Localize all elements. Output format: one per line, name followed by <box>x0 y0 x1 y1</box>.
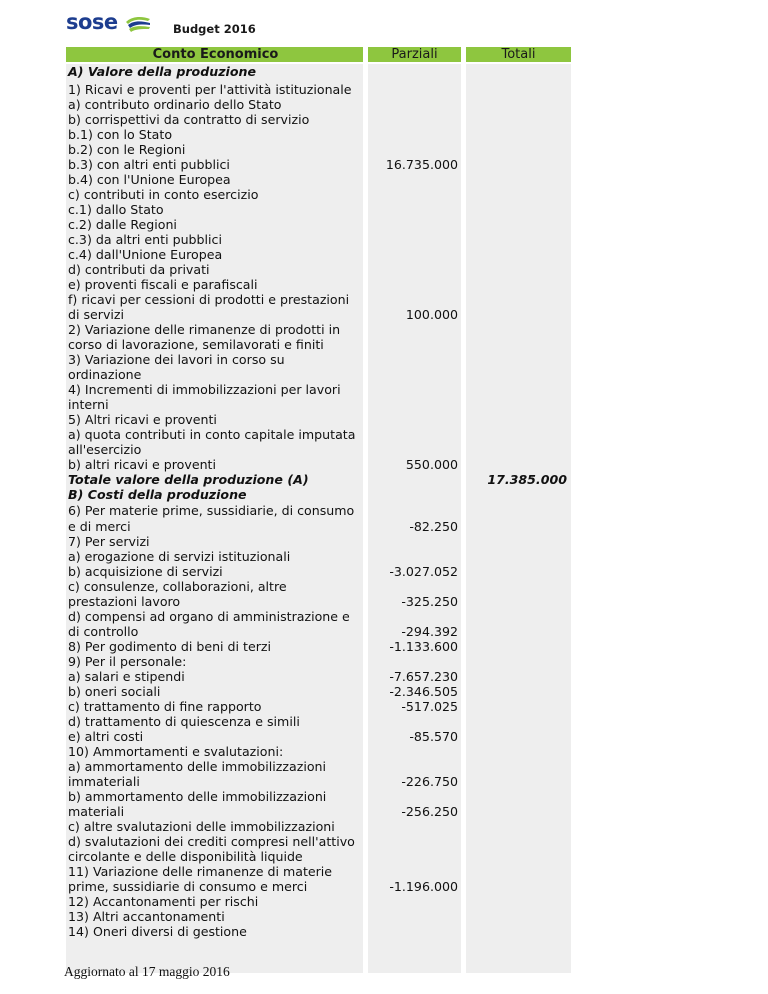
table-row-label: prime, sussidiarie di consumo e merci <box>68 879 308 894</box>
table-row-label: 10) Ammortamenti e svalutazioni: <box>68 744 284 759</box>
table-row-label: e) proventi fiscali e parafiscali <box>68 277 258 292</box>
table-row-label: d) trattamento di quiescenza e simili <box>68 714 300 729</box>
partial-value: -2.346.505 <box>389 684 458 699</box>
table-row-label: b.4) con l'Unione Europea <box>68 172 231 187</box>
partial-value: -256.250 <box>401 804 458 819</box>
header-totali: Totali <box>466 47 571 62</box>
table-row-label: b.2) con le Regioni <box>68 142 186 157</box>
table-row-label: 7) Per servizi <box>68 534 150 549</box>
table-row-label: B) Costi della produzione <box>68 487 247 502</box>
table-row-label: di controllo <box>68 624 139 639</box>
table-row-label: e) altri costi <box>68 729 144 744</box>
table-row-label: 8) Per godimento di beni di terzi <box>68 639 272 654</box>
header-parziali: Parziali <box>368 47 461 62</box>
partial-value: -517.025 <box>401 699 458 714</box>
table-row-label: 5) Altri ricavi e proventi <box>68 412 217 427</box>
table-row-label: b) acquisizione di servizi <box>68 564 223 579</box>
table-row-label: c) contributi in conto esercizio <box>68 187 259 202</box>
table-row-label: b) corrispettivi da contratto di servizio <box>68 112 310 127</box>
document-title: Budget 2016 <box>173 22 256 36</box>
table-row-label: a) erogazione di servizi istituzionali <box>68 549 291 564</box>
table-row-label: 13) Altri accantonamenti <box>68 909 225 924</box>
table-row-label: di servizi <box>68 307 125 322</box>
table-row-label: d) svalutazioni dei crediti compresi nell'attivo <box>68 834 355 849</box>
table-row-label: a) ammortamento delle immobilizzazioni <box>68 759 327 774</box>
partial-value: 550.000 <box>405 457 458 472</box>
table-row-label: c) trattamento di fine rapporto <box>68 699 262 714</box>
table-row-label: prestazioni lavoro <box>68 594 181 609</box>
footer-updated-date: Aggiornato al 17 maggio 2016 <box>64 964 230 979</box>
table-row-label: ordinazione <box>68 367 142 382</box>
budget-table <box>66 47 571 939</box>
table-row-label: c.2) dalle Regioni <box>68 217 177 232</box>
table-row-label: a) quota contributi in conto capitale imputata <box>68 427 356 442</box>
partial-value: 16.735.000 <box>385 157 458 172</box>
partial-value: 100.000 <box>405 307 458 322</box>
table-row-label: 3) Variazione dei lavori in corso su <box>68 352 285 367</box>
table-header-row <box>66 47 571 62</box>
table-row-label: e di merci <box>68 519 131 534</box>
table-row-label: c.4) dall'Unione Europea <box>68 247 223 262</box>
table-row-label: 6) Per materie prime, sussidiarie, di consumo <box>68 503 355 518</box>
table-row-label: 1) Ricavi e proventi per l'attività istituzionale <box>68 82 352 97</box>
table-row-label: b) ammortamento delle immobilizzazioni <box>68 789 327 804</box>
table-row-label: b.1) con lo Stato <box>68 127 173 142</box>
table-row-label: 12) Accantonamenti per rischi <box>68 894 259 909</box>
table-row-label: c) consulenze, collaborazioni, altre <box>68 579 287 594</box>
table-row-label: interni <box>68 397 109 412</box>
table-row-label: f) ricavi per cessioni di prodotti e prestazioni <box>68 292 350 307</box>
table-row-label: circolante e delle disponibilità liquide <box>68 849 303 864</box>
table-row-label: A) Valore della produzione <box>68 64 256 79</box>
table-row-label: b) oneri sociali <box>68 684 161 699</box>
table-row-label: 9) Per il personale: <box>68 654 187 669</box>
partial-value: -1.196.000 <box>389 879 458 894</box>
totals-column <box>466 64 571 973</box>
table-row-label: Totale valore della produzione (A) <box>68 472 309 487</box>
table-row-label: c.3) da altri enti pubblici <box>68 232 222 247</box>
sose-logo: sose <box>66 10 118 34</box>
partial-value: -294.392 <box>401 624 458 639</box>
table-row-label: materiali <box>68 804 125 819</box>
partial-value: -7.657.230 <box>389 669 458 684</box>
total-value: 17.385.000 <box>487 472 567 487</box>
table-row-label: a) salari e stipendi <box>68 669 185 684</box>
partial-value: -226.750 <box>401 774 458 789</box>
table-body <box>66 64 571 973</box>
table-row-label: c.1) dallo Stato <box>68 202 164 217</box>
table-row-label: 4) Incrementi di immobilizzazioni per lavori <box>68 382 341 397</box>
table-row-label: d) contributi da privati <box>68 262 210 277</box>
table-row-label: immateriali <box>68 774 140 789</box>
table-row-label: 2) Variazione delle rimanenze di prodotti in <box>68 322 341 337</box>
table-row-label: corso di lavorazione, semilavorati e finiti <box>68 337 324 352</box>
table-row-label: 11) Variazione delle rimanenze di materie <box>68 864 333 879</box>
table-row-label: d) compensi ad organo di amministrazione e <box>68 609 350 624</box>
partial-value: -82.250 <box>409 519 458 534</box>
header-conto-economico: Conto Economico <box>66 47 363 62</box>
table-row-label: b) altri ricavi e proventi <box>68 457 216 472</box>
table-row-label: all'esercizio <box>68 442 142 457</box>
table-row-label: a) contributo ordinario dello Stato <box>68 97 282 112</box>
partial-value: -85.570 <box>409 729 458 744</box>
table-row-label: c) altre svalutazioni delle immobilizzazioni <box>68 819 335 834</box>
sose-logo-mark-icon <box>124 14 152 34</box>
table-row-label: b.3) con altri enti pubblici <box>68 157 230 172</box>
table-row-label: 14) Oneri diversi di gestione <box>68 924 247 939</box>
partial-value: -3.027.052 <box>389 564 458 579</box>
partial-value: -325.250 <box>401 594 458 609</box>
partial-value: -1.133.600 <box>389 639 458 654</box>
